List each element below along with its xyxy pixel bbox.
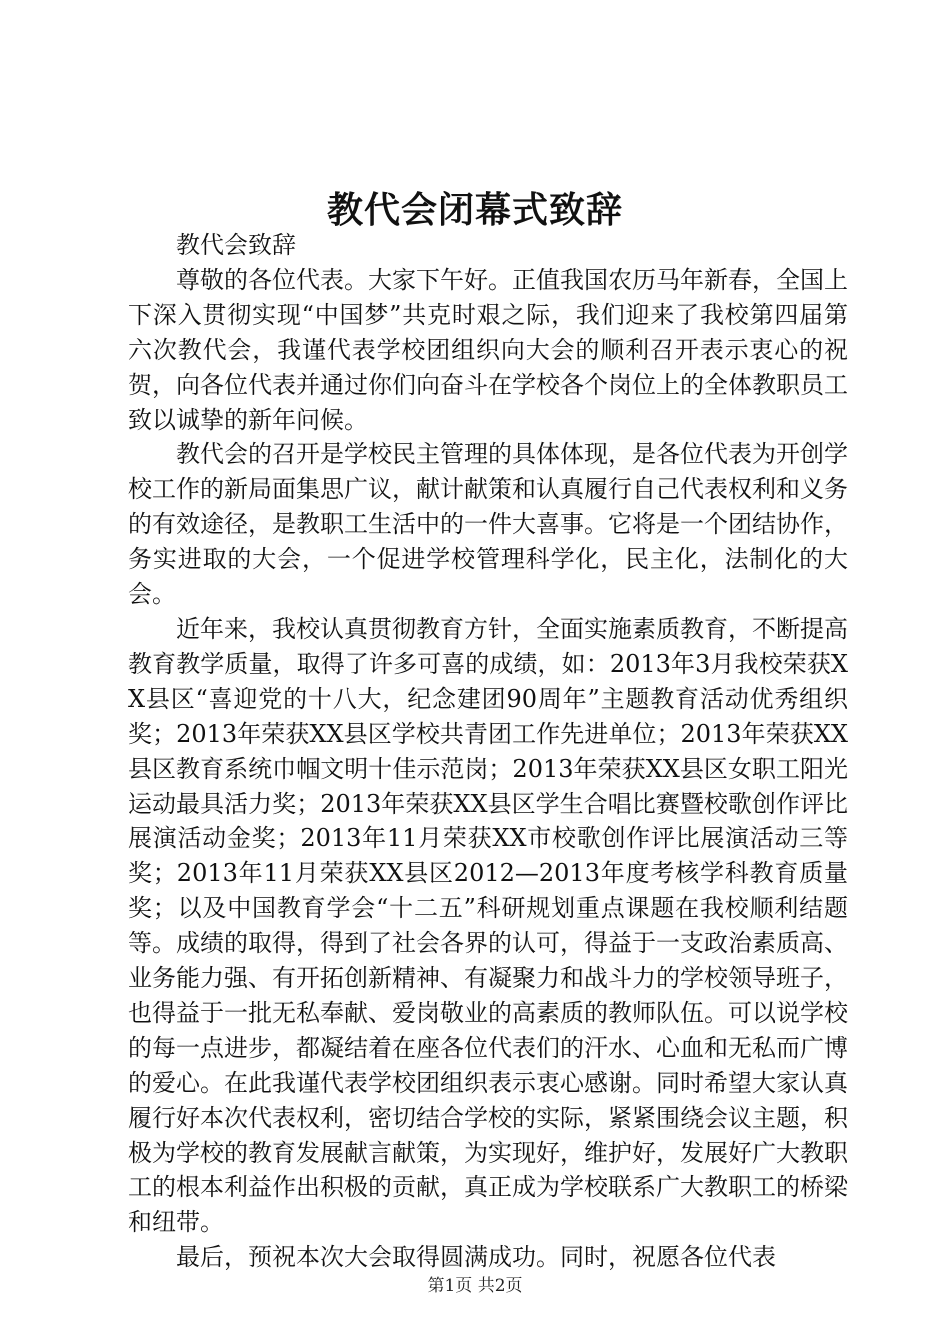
paragraph-significance: 教代会的召开是学校民主管理的具体体现，是各位代表为开创学校工作的新局面集思广议，献计献策和认真履行自己代表权利和义务的有效途径，是教职工生活中的一件大喜事。它将是一个团结协作，务实进取的大会，一个促进学校管理科学化，民主化，法制化的大会。 [128,440,848,609]
paragraph-heading: 教代会致辞 [176,231,296,259]
paragraph-closing: 最后，预祝本次大会取得圆满成功。同时，祝愿各位代表 [176,1243,776,1272]
paragraph-greeting: 尊敬的各位代表。大家下午好。正值我国农历马年新春，全国上下深入贯彻实现“中国梦”共克时艰之际，我们迎来了我校第四届第六次教代会，我谨代表学校团组织向大会的顺利召开表示衷心的祝贺，向各位代表并通过你们向奋斗在学校各个岗位上的全体教职员工致以诚挚的新年问候。 [128,265,848,434]
document-body [128,228,848,1275]
page-number-footer: 第1页 共2页 [427,1276,523,1296]
document-title: 教代会闭幕式致辞 [326,189,623,231]
paragraph-achievements: 近年来，我校认真贯彻教育方针，全面实施素质教育，不断提高教育教学质量，取得了许多可喜的成绩，如：2013年3月我校荣获XX县区“喜迎党的十八大，纪念建团90周年”主题教育活动优秀组织奖；2013年荣获XX县区学校共青团工作先进单位；2013年荣获XX县区教育系统巾帼文明十佳示范岗；2013年荣获XX县区女职工阳光运动最具活力奖；2013年荣获XX县区学生合唱比赛暨校歌创作评比展演活动金奖；2013年11月荣获XX市校歌创作评比展演活动三等奖；2013年11月荣获XX县区2012—2013年度考核学科教育质量奖；以及中国教育学会“十二五”科研规划重点课题在我校顺利结题等。成绩的取得，得到了社会各界的认可，得益于一支政治素质高、业务能力强、有开拓创新精神、有凝聚力和战斗力的学校领导班子，也得益于一批无私奉献、爱岗敬业的高素质的教师队伍。可以说学校的每一点进步，都凝结着在座各位代表们的汗水、心血和无私而广博的爱心。在此我谨代表学校团组织表示衷心感谢。同时希望大家认真履行好本次代表权利，密切结合学校的实际，紧紧围绕会议主题，积极为学校的教育发展献言献策，为实现好，维护好，发展好广大教职工的根本利益作出积极的贡献，真正成为学校联系广大教职工的桥梁和纽带。 [128,614,848,1237]
